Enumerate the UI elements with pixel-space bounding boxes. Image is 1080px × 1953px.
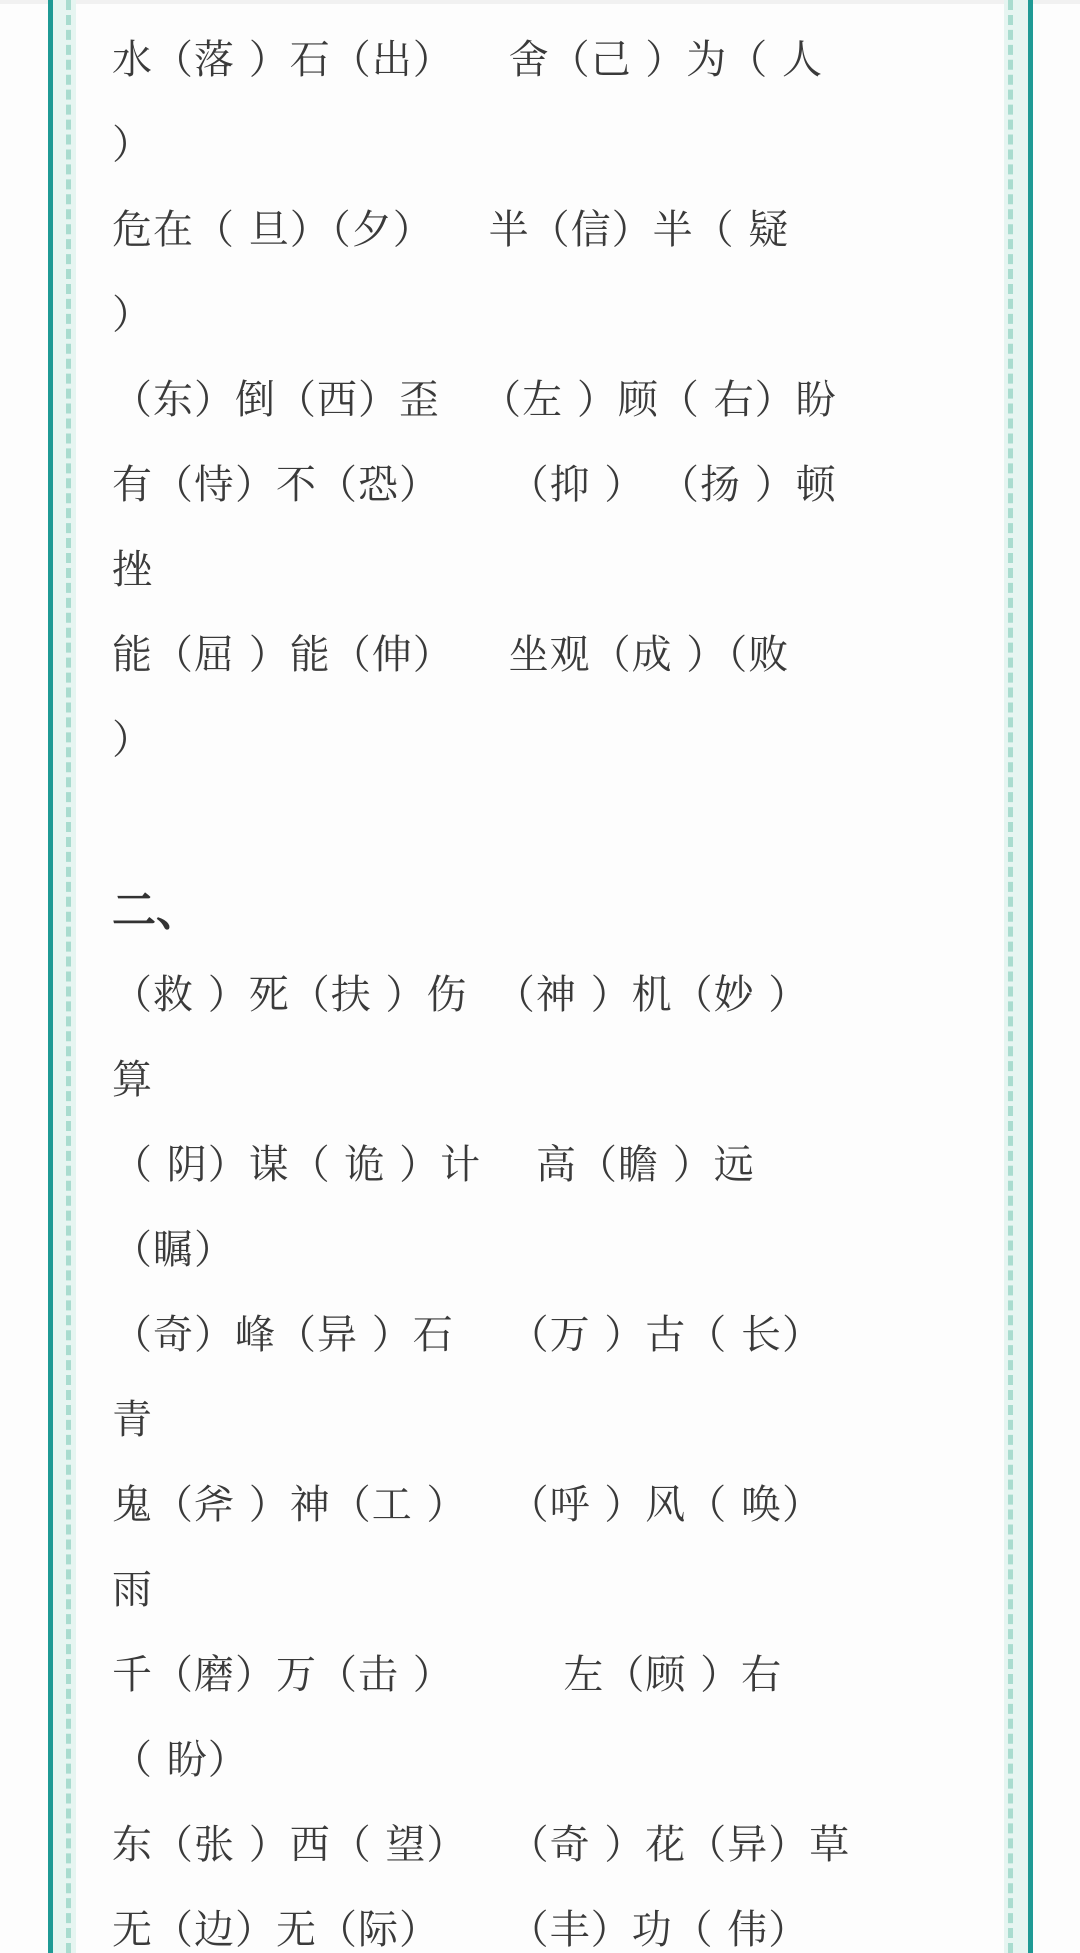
section-two xyxy=(112,868,972,1953)
idiom-line: ） xyxy=(112,122,153,168)
spacer xyxy=(112,783,972,868)
idiom-line: 千（磨）万（击 ） 左（顾 ）右 xyxy=(112,1652,783,1698)
idiom-line: 雨 xyxy=(112,1567,153,1613)
idiom-line: 青 xyxy=(112,1397,153,1443)
idiom-line: 能（屈 ）能（伸） 坐观（成 ）（败 xyxy=(112,632,790,678)
idiom-line: 算 xyxy=(112,1057,153,1103)
idiom-line: ） xyxy=(112,292,153,338)
article-content xyxy=(112,18,972,1953)
left-border-dashes xyxy=(66,0,71,1953)
section-one xyxy=(112,18,972,783)
idiom-line: 有（恃）不（恐） （抑 ） （扬 ）顿 xyxy=(112,462,837,508)
left-border-line xyxy=(48,0,53,1953)
idiom-line: （瞩） xyxy=(112,1227,235,1273)
top-strip xyxy=(0,0,1080,4)
right-border-dashes xyxy=(1008,0,1013,1953)
idiom-line: 危在（ 旦）（夕） 半（信）半（ 疑 xyxy=(112,207,790,253)
idiom-line: （ 阴）谋（ 诡 ）计 高（瞻 ）远 xyxy=(112,1142,755,1188)
idiom-line: ） xyxy=(112,717,153,763)
left-border-band xyxy=(50,0,76,1953)
idiom-line: 东（张 ）西（ 望） （奇 ）花（异）草 xyxy=(112,1822,851,1868)
idiom-line: （ 盼） xyxy=(112,1737,249,1783)
section-heading: 二、 xyxy=(112,885,200,936)
idiom-line: （救 ）死（扶 ）伤 （神 ）机（妙 ） xyxy=(112,972,810,1018)
idiom-line: 挫 xyxy=(112,547,153,593)
idiom-line: 鬼（斧 ）神（工 ） （呼 ）风（ 唤） xyxy=(112,1482,824,1528)
right-border-line xyxy=(1028,0,1033,1953)
idiom-line: （东）倒（西）歪 （左 ）顾（ 右）盼 xyxy=(112,377,837,423)
idiom-line: 水（落 ）石（出） 舍（己 ）为（ 人 xyxy=(112,37,824,83)
idiom-line: （奇）峰（异 ）石 （万 ）古（ 长） xyxy=(112,1312,824,1358)
idiom-line: 无（边）无（际） （丰）功（ 伟） xyxy=(112,1907,810,1953)
